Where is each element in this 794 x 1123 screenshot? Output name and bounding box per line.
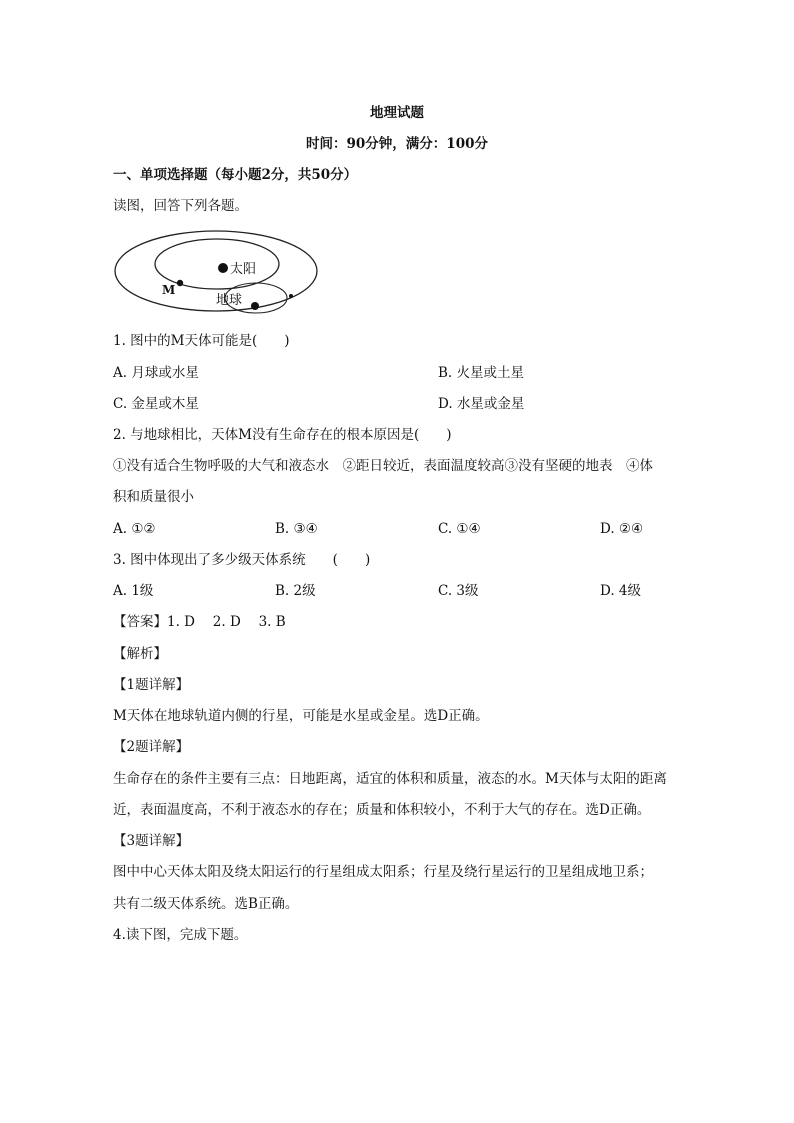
analysis-heading: 【解析】 (113, 646, 167, 662)
q3-option-d[interactable]: D. 4级 (600, 583, 642, 599)
section-intro: 读图，回答下列各题。 (113, 198, 248, 214)
q2-option-b[interactable]: B. ③④ (275, 521, 318, 537)
earth-label: 地球 (216, 293, 243, 308)
q3-option-b[interactable]: B. 2级 (275, 583, 316, 599)
q3-option-a[interactable]: A. 1级 (113, 583, 154, 599)
detail-3-heading: 【3题详解】 (113, 833, 190, 849)
q2-option-a[interactable]: A. ①② (113, 521, 156, 537)
earth-dot (251, 302, 259, 310)
m-dot (177, 280, 183, 286)
q1-option-c[interactable]: C. 金星或木星 (113, 396, 199, 412)
q1-stem: 1. 图中的M天体可能是( ) (113, 333, 290, 349)
sun-label: 太阳 (230, 262, 257, 277)
solar-orbit-diagram (113, 226, 328, 318)
detail-3-text-line2: 共有二级天体系统。选B正确。 (113, 896, 299, 912)
m-orbit (155, 239, 279, 289)
moon-dot (289, 294, 293, 298)
q2-option-d[interactable]: D. ②④ (600, 521, 644, 537)
q4-intro: 4.读下图，完成下题。 (113, 927, 248, 943)
m-label: M (162, 283, 176, 297)
detail-1-text: M天体在地球轨道内侧的行星，可能是水星或金星。选D正确。 (113, 708, 489, 724)
sun-dot (218, 263, 228, 273)
answer-line: 【答案】1. D 2. D 3. B (113, 614, 286, 630)
q2-statements-line1: ①没有适合生物呼吸的大气和液态水 ②距日较近，表面温度较高③没有坚硬的地表 ④体 (113, 458, 653, 474)
detail-3-text-line1: 图中中心天体太阳及绕太阳运行的行星组成太阳系；行星及绕行星运行的卫星组成地卫系； (113, 864, 653, 880)
q2-option-c[interactable]: C. ①④ (438, 521, 481, 537)
q2-stem: 2. 与地球相比，天体M没有生命存在的根本原因是( ) (113, 427, 452, 443)
q3-option-c[interactable]: C. 3级 (438, 583, 479, 599)
q1-option-d[interactable]: D. 水星或金星 (438, 396, 525, 412)
detail-2-text-line2: 近，表面温度高，不利于液态水的存在；质量和体积较小，不利于大气的存在。选D正确。 (113, 802, 651, 818)
exam-info: 时间：90分钟，满分：100分 (306, 136, 488, 152)
q2-statements-line2: 积和质量很小 (113, 489, 194, 505)
section-heading: 一、单项选择题（每小题2分，共50分） (113, 167, 358, 183)
q3-stem: 3. 图中体现出了多少级天体系统 ( ) (113, 552, 371, 568)
detail-2-text-line1: 生命存在的条件主要有三点：日地距离，适宜的体积和质量，液态的水。M天体与太阳的距离 (113, 771, 667, 787)
detail-1-heading: 【1题详解】 (113, 677, 190, 693)
q1-option-a[interactable]: A. 月球或水星 (113, 365, 199, 381)
q1-option-b[interactable]: B. 火星或土星 (438, 365, 525, 381)
detail-2-heading: 【2题详解】 (113, 739, 190, 755)
page-title: 地理试题 (370, 105, 424, 121)
